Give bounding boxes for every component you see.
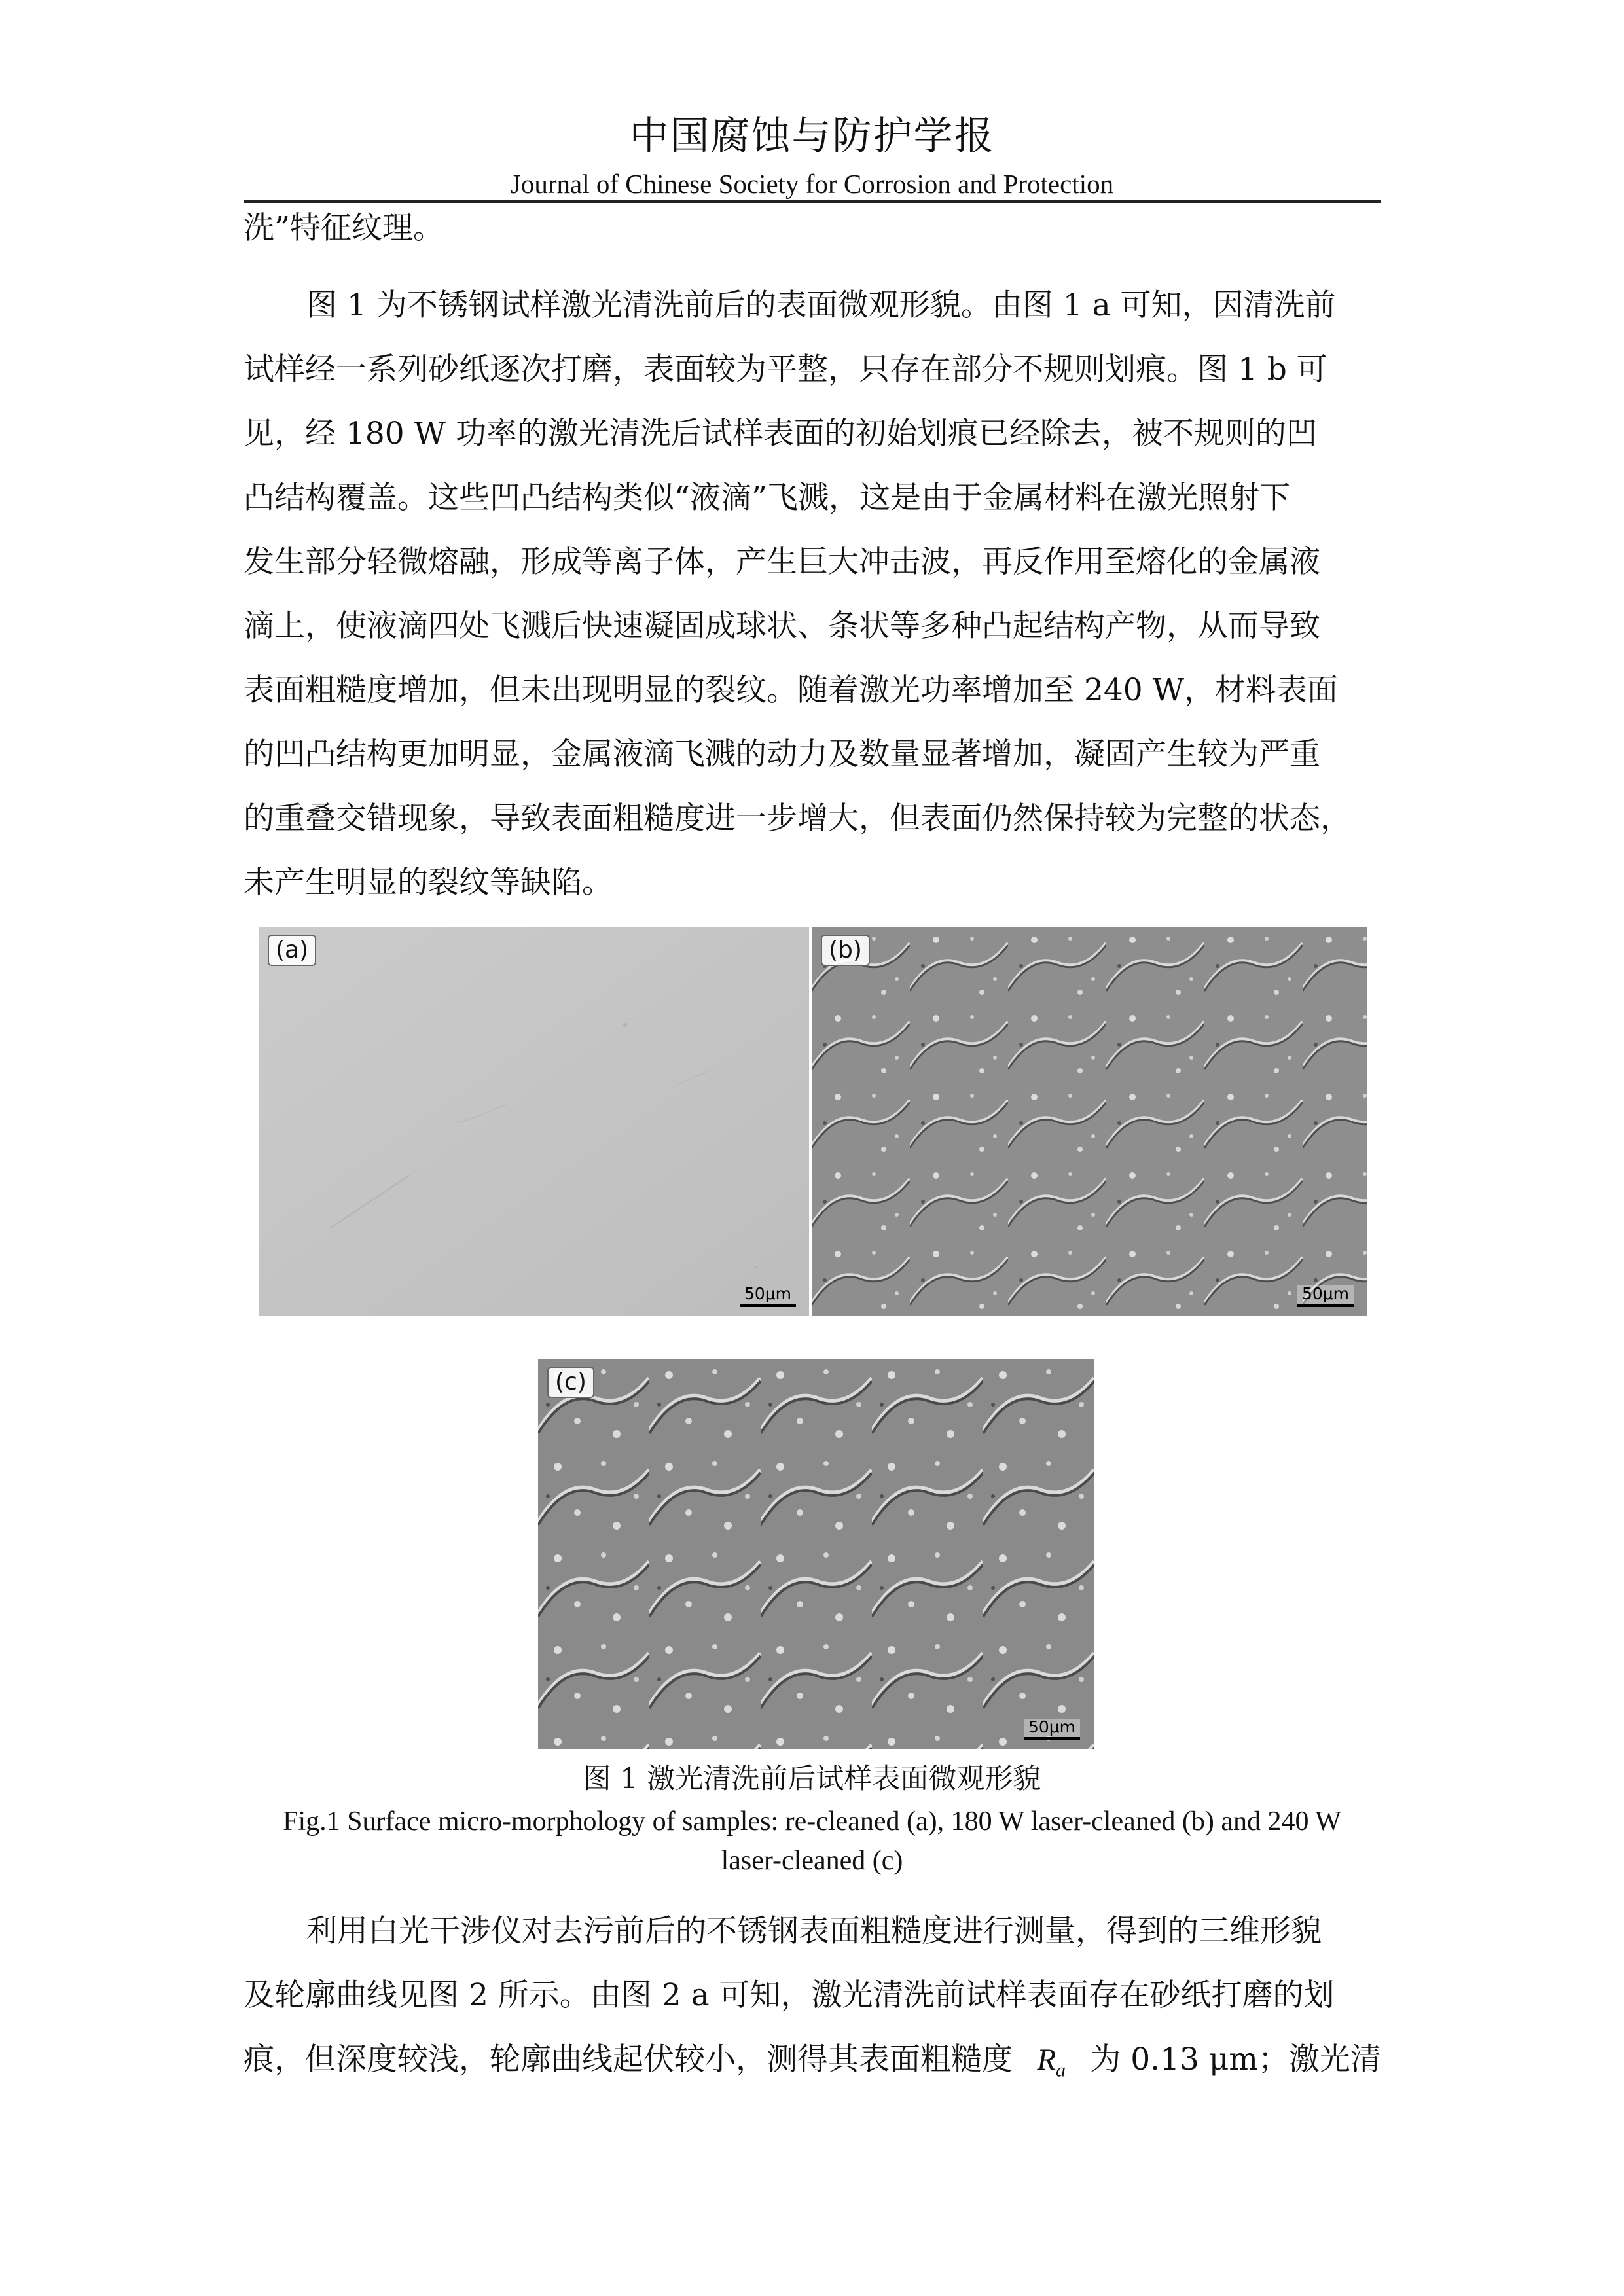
text-line-content: 发生部分轻微熔融，形成等离子体，产生巨大冲击波，再反作用至熔化的金属液 (244, 544, 1320, 580)
text-line-content: 及轮廓曲线见图 2 所示。由图 2 a 可知，激光清洗前试样表面存在砂纸打磨的划 (244, 1977, 1335, 2013)
text-line (244, 787, 1381, 851)
text-line (244, 196, 1381, 260)
text-line (244, 658, 1381, 723)
text-line (244, 851, 1381, 915)
roughness-symbol-sub: a (1056, 2059, 1066, 2081)
paragraph-continuation (244, 196, 1381, 260)
text-line-content: 凸结构覆盖。这些凹凸结构类似“液滴”飞溅，这是由于金属材料在激光照射下 (244, 480, 1291, 516)
scale-bar-label: 50μm (744, 1284, 792, 1303)
sem-image-textured-180w (812, 927, 1367, 1316)
text-line (244, 594, 1381, 658)
text-line-content: 见，经 180 W 功率的激光清洗后试样表面的初始划痕已经除去，被不规则的凹 (244, 416, 1317, 452)
journal-title-cn: 中国腐蚀与防护学报 (629, 113, 995, 159)
scale-bar-line (740, 1304, 796, 1307)
figure-panel-a (259, 927, 809, 1316)
text-line-content: 图 1 为不锈钢试样激光清洗前后的表面微观形貌。由图 1 a 可知，因清洗前 (306, 287, 1336, 323)
panel-label-c: (c) (547, 1367, 594, 1398)
text-line (244, 274, 1381, 338)
panel-label-b: (b) (821, 935, 870, 966)
text-line-content: 的重叠交错现象，导致表面粗糙度进一步增大，但表面仍然保持较为完整的状态， (244, 800, 1351, 836)
scale-bar-line (1024, 1737, 1080, 1740)
scale-bar-label: 50μm (1301, 1284, 1350, 1303)
text-line (244, 338, 1381, 402)
text-line (244, 2028, 1381, 2092)
figure-panel-c (538, 1359, 1094, 1749)
scale-bar-a (740, 1285, 796, 1307)
text-line-content: 试样经一系列砂纸逐次打磨，表面较为平整，只存在部分不规则划痕。图 1 b 可 (244, 351, 1327, 387)
text-segment: 痕，但深度较浅，轮廓曲线起伏较小，测得其表面粗糙度 (244, 2041, 1022, 2077)
text-line (244, 466, 1381, 530)
journal-title-en: Journal of Chinese Society for Corrosion and Protection (510, 169, 1114, 199)
text-line (244, 530, 1381, 594)
roughness-symbol-r: R (1037, 2043, 1056, 2077)
paragraph-figure-description (244, 274, 1381, 915)
scale-bar-label: 50μm (1028, 1717, 1076, 1736)
text-line-content: 未产生明显的裂纹等缺陷。 (244, 865, 613, 901)
figure-caption-cn: 图 1 激光清洗前后试样表面微观形貌 (583, 1763, 1041, 1795)
roughness-symbol (1037, 2028, 1066, 2092)
scale-bar-c (1024, 1719, 1080, 1740)
sem-image-smooth (259, 927, 809, 1316)
figure-caption-en-line2: laser-cleaned (c) (721, 1846, 903, 1876)
text-line-content: 表面粗糙度增加，但未出现明显的裂纹。随着激光功率增加至 240 W，材料表面 (244, 672, 1338, 708)
sem-image-textured-240w (538, 1359, 1094, 1749)
text-line (244, 723, 1381, 787)
panel-label-a: (a) (268, 935, 316, 966)
text-line-content: 滴上，使液滴四处飞溅后快速凝固成球状、条状等多种凸起结构产物，从而导致 (244, 608, 1320, 644)
text-segment: 为 0.13 μm；激光清 (1080, 2041, 1381, 2077)
text-line (244, 1899, 1381, 1964)
scale-bar-line (1297, 1304, 1354, 1307)
text-line (244, 402, 1381, 466)
text-line-content: 利用白光干涉仪对去污前后的不锈钢表面粗糙度进行测量，得到的三维形貌 (306, 1913, 1322, 1949)
text-line-content: 洗”特征纹理。 (244, 210, 444, 246)
figure-panel-b (812, 927, 1367, 1316)
figure-caption-en-line1: Fig.1 Surface micro-morphology of samples: re-cleaned (a), 180 W laser-cleaned (b) and 240 W (283, 1806, 1341, 1837)
scale-bar-b (1297, 1285, 1354, 1307)
paragraph-roughness (244, 1899, 1381, 2092)
text-line (244, 1964, 1381, 2028)
text-line-content: 的凹凸结构更加明显，金属液滴飞溅的动力及数量显著增加，凝固产生较为严重 (244, 736, 1320, 772)
